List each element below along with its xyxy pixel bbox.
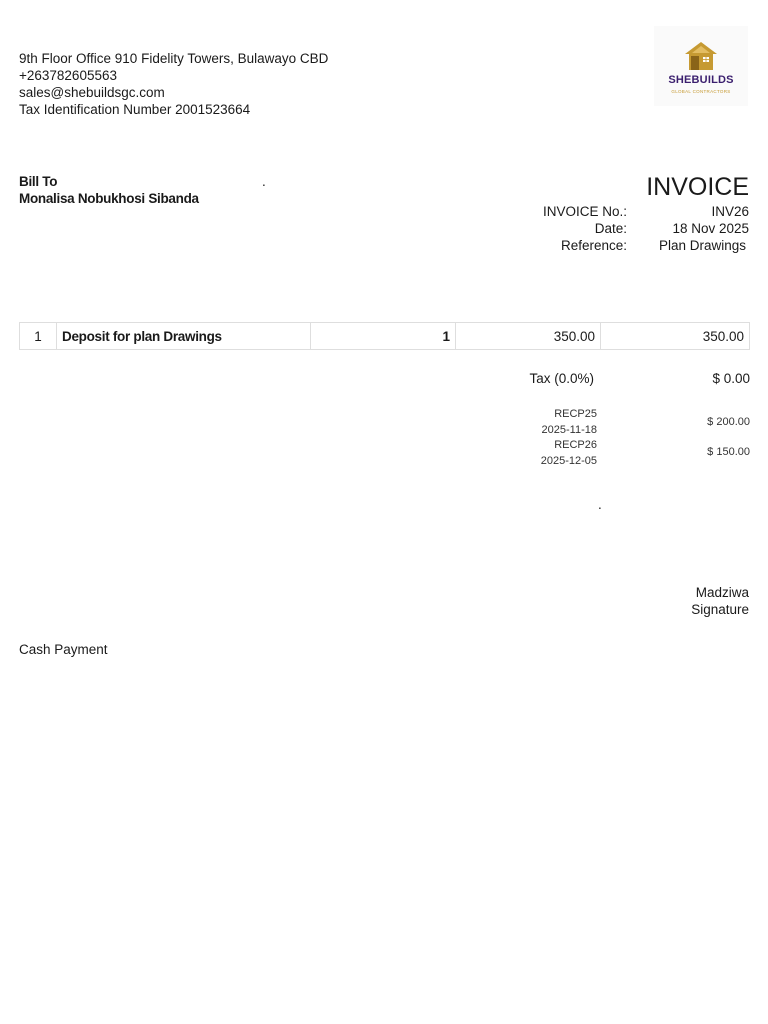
footer-dot: . xyxy=(598,497,602,512)
payment-1-amount: $ 200.00 xyxy=(707,416,750,428)
tax-label: Tax (0.0%) xyxy=(529,371,594,386)
company-details xyxy=(19,50,328,118)
item-amount: 350.00 xyxy=(601,323,750,350)
company-address: 9th Floor Office 910 Fidelity Towers, Bulawayo CBD xyxy=(19,51,329,66)
invoice-date-label: Date: xyxy=(594,221,627,236)
payment-1-date: 2025-11-18 xyxy=(541,424,597,436)
signature-label: Signature xyxy=(691,602,749,617)
signature-block xyxy=(691,584,749,618)
bill-to-label: Bill To xyxy=(19,174,58,189)
item-quantity: 1 xyxy=(311,323,456,350)
invoice-date: 18 Nov 2025 xyxy=(672,221,749,236)
item-description: Deposit for plan Drawings xyxy=(57,323,311,350)
company-email: sales@shebuildsgc.com xyxy=(19,85,165,100)
logo-tagline: GLOBAL CONTRACTORS xyxy=(671,89,731,94)
item-rate: 350.00 xyxy=(456,323,601,350)
company-logo xyxy=(654,26,748,106)
invoice-number: INV26 xyxy=(711,204,749,219)
invoice-reference-row xyxy=(500,237,749,254)
company-phone: +263782605563 xyxy=(19,68,117,83)
signature-name: Madziwa xyxy=(695,585,749,600)
payment-2-ref: RECP26 xyxy=(554,439,597,451)
bill-to-name: Monalisa Nobukhosi Sibanda xyxy=(19,191,199,206)
house-logo-icon xyxy=(682,40,720,72)
invoice-number-row xyxy=(500,203,749,220)
payment-1-ref: RECP25 xyxy=(554,408,597,420)
invoice-number-label: INVOICE No.: xyxy=(542,204,627,219)
bill-to xyxy=(19,173,199,207)
table-row xyxy=(20,323,750,350)
company-tax-id: Tax Identification Number 2001523664 xyxy=(19,102,251,117)
payment-2-date: 2025-12-05 xyxy=(540,455,597,467)
item-number: 1 xyxy=(20,323,57,350)
invoice-title: INVOICE xyxy=(646,173,749,201)
bill-to-dot: . xyxy=(262,174,266,189)
payment-2-amount: $ 150.00 xyxy=(707,446,750,458)
tax-value: $ 0.00 xyxy=(712,371,750,386)
line-items-table xyxy=(19,322,750,350)
invoice-reference: Plan Drawings xyxy=(658,238,746,253)
invoice-meta xyxy=(500,203,749,254)
logo-name: SHEBUILDS xyxy=(668,74,734,86)
payment-note: Cash Payment xyxy=(19,642,108,657)
invoice-reference-label: Reference: xyxy=(560,238,627,253)
invoice-date-row xyxy=(500,220,749,237)
